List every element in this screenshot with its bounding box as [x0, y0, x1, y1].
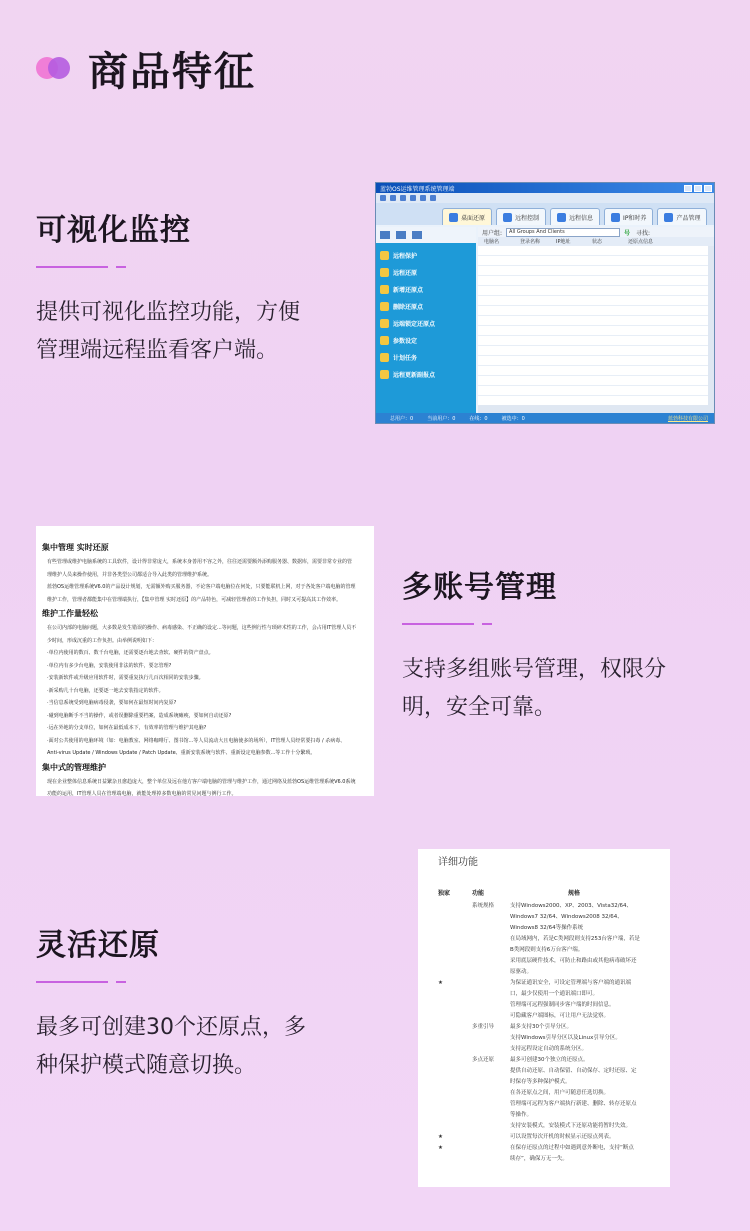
menu-icon: [380, 285, 389, 294]
app-toolbar: [376, 193, 714, 203]
bubble-icon: [36, 53, 76, 83]
scrollbar: [708, 246, 714, 405]
client-list-panel: [478, 227, 714, 413]
table-cell: 续存”，确保万无一失。: [510, 1156, 568, 1162]
table-cell: 支持远程设定自动的系统分区。: [510, 1046, 588, 1052]
app-tabs: [376, 203, 714, 225]
doc-line: ·新采购几十台电脑，还要逐一地去安装指定的软件。: [47, 687, 164, 694]
doc-line: ·当信息系统受到电脑病毒侵袭，要如何在最短时间内复原?: [47, 700, 177, 706]
table-row: [438, 1077, 658, 1088]
description-line: 种保护模式随意切换。: [36, 1053, 257, 1078]
table-cell: [438, 1044, 458, 1055]
group-filter: 用户组: All Groups And Clients 号 寻找:: [478, 227, 714, 237]
tool-icon: [390, 195, 396, 201]
table-cell: [458, 989, 510, 1000]
table-row: [438, 1099, 658, 1110]
table-cell: ★: [438, 980, 443, 986]
table-cell: 可以设置每次开机的时候显示还原点列表。: [510, 1134, 615, 1140]
table-cell: 等操作。: [510, 1112, 533, 1118]
table-cell: [458, 967, 510, 978]
table-cell: [438, 923, 458, 934]
table-cell: [438, 1022, 458, 1033]
table-cell: 在各还原点之间，用户可随意任选切换。: [510, 1090, 610, 1096]
filter-icon: [396, 231, 406, 239]
scrollbar: [478, 405, 714, 413]
table-cell: 系统规格: [472, 903, 495, 909]
table-cell: [458, 1000, 510, 1011]
doc-line: ·碰到电脑断手不当的操作，或者误删除重要档案，造成系统瘫痪，要如何自动还原?: [47, 712, 232, 719]
table-cell: 可隐藏客户端图标，可让用户无法觉察。: [510, 1013, 610, 1019]
table-cell: [458, 1110, 510, 1121]
table-cell: [438, 912, 458, 923]
table-cell: [438, 1099, 458, 1110]
feature-description: [36, 1009, 366, 1085]
app-sidebar: [376, 227, 476, 413]
doc-heading: 维护工作量轻松: [42, 609, 98, 618]
tab-ip-time: IP和时养: [604, 208, 653, 225]
table-row: [438, 923, 658, 934]
table-cell: 采用底层硬件技术，可防止和路由或其他病毒破坏还: [510, 958, 637, 964]
table-cell: [458, 912, 510, 923]
table-cell: 口，最少仅使用一个通讯端口即可。: [510, 991, 599, 997]
table-rows: [478, 246, 708, 405]
table-cell: [438, 1066, 458, 1077]
table-row: [438, 978, 658, 989]
table-cell: [438, 1088, 458, 1099]
sidebar-item: 远程更新副报点: [380, 366, 476, 383]
menu-icon: [380, 353, 389, 362]
table-row: [438, 956, 658, 967]
restore-icon: [449, 213, 458, 222]
tool-icon: [380, 195, 386, 201]
feature-title: 灵活还原: [36, 928, 160, 963]
app-titlebar: [376, 183, 714, 193]
group-select: All Groups And Clients: [506, 228, 620, 237]
description-line: 明，安全可靠。: [402, 695, 557, 720]
table-cell: 支持安装模式，安装模式下还原功能将暂时失效。: [510, 1123, 632, 1129]
doc-heading: 集中管理 实时还原: [42, 543, 109, 552]
table-cell: [438, 1033, 458, 1044]
table-cell: [458, 1154, 510, 1165]
spec-screenshot: [418, 849, 670, 1187]
table-cell: 最多支持30个引导分区。: [510, 1024, 572, 1030]
doc-line: ·远在外地的分支单位，如何在最低成本下，有效率的管理与维护其电脑?: [47, 725, 207, 731]
control-icon: [503, 213, 512, 222]
refresh-icon: [412, 231, 422, 239]
table-row: [438, 1000, 658, 1011]
doc-line: 少时间，形成沉重的工作负担。由举例说明如下：: [47, 637, 158, 644]
table-cell: 原驱动。: [510, 969, 533, 975]
feature-multi-account: [402, 562, 722, 727]
table-cell: 提供自动还原、自动保留、自动保存、定时还原、定: [510, 1068, 637, 1074]
sidebar-toolbar: [376, 227, 476, 243]
menu-icon: [380, 370, 389, 379]
tab-product-manage: 产品管理: [657, 208, 707, 225]
info-icon: [557, 213, 566, 222]
table-row: [438, 1033, 658, 1044]
doc-line: 有些管理或维护电脑系统的工具软件，设计得非常庞大，系统本身善用不容之外，往往还需要额外添购服务器、数据库，需要非常专业的管: [47, 559, 353, 565]
table-cell: ★: [438, 1145, 443, 1151]
table-cell: [458, 923, 510, 934]
tool-icon: [420, 195, 426, 201]
table-cell: [458, 1143, 510, 1154]
table-row: [438, 934, 658, 945]
table-cell: B类网段则支持6万台客户端。: [510, 947, 584, 953]
table-cell: [438, 1055, 458, 1066]
table-cell: [458, 956, 510, 967]
sidebar-item: 计划任务: [380, 349, 476, 366]
sidebar-item: 远端锁定还原点: [380, 315, 476, 332]
doc-line: ·安装新软件或升级应用软件时，需要重复执行几百次相同的安装步骤。: [47, 675, 204, 681]
tool-icon: [410, 195, 416, 201]
table-cell: [458, 1066, 510, 1077]
minimize-icon: [684, 185, 692, 192]
table-cell: [458, 1121, 510, 1132]
title-underline: [402, 622, 722, 625]
table-cell: [438, 956, 458, 967]
table-row: [438, 1088, 658, 1099]
table-cell: [458, 1033, 510, 1044]
doc-line: ·单位内使用的数百、数千台电脑，还需要逐台地去查软、硬件的资产盘点。: [47, 650, 214, 656]
title-underline: [36, 980, 366, 983]
doc-line: 功能的运用，IT管理人员在管理端电脑，就能处理掉多数电脑的常见问题与例行工作。: [47, 791, 237, 796]
doc-line: 在公司内部的电脑问题，大多数是发生错误的操作、病毒感染、不正确的设定...等问题，这些例行性与琐碎术性的工作，会占用IT管理人员不: [47, 625, 357, 631]
menu-icon: [380, 268, 389, 277]
table-cell: [458, 1132, 510, 1143]
tool-icon: [400, 195, 406, 201]
table-cell: [438, 1154, 458, 1165]
table-row: [438, 1121, 658, 1132]
table-cell: 时保存等多种保护模式。: [510, 1079, 571, 1085]
table-row: [438, 1132, 658, 1143]
table-cell: 最多可创建30个独立的还原点。: [510, 1057, 589, 1063]
title-underline: [36, 265, 356, 268]
app-screenshot: [375, 182, 715, 424]
menu-icon: [380, 251, 389, 260]
table-row: [438, 1110, 658, 1121]
spec-header: 独家 功能 规格: [438, 890, 581, 897]
sidebar-item: 远程保护: [380, 247, 476, 264]
description-line: 最多可创建30个还原点，多: [36, 1015, 306, 1040]
sidebar-item: 参数设定: [380, 332, 476, 349]
ip-icon: [611, 213, 620, 222]
feature-title: 多账号管理: [402, 570, 557, 605]
feature-flexible-restore: [36, 920, 366, 1085]
table-cell: [438, 1077, 458, 1088]
sidebar-item: 远程还原: [380, 264, 476, 281]
sidebar-menu: [376, 243, 476, 383]
product-icon: [664, 213, 673, 222]
table-cell: [438, 1110, 458, 1121]
table-cell: [458, 1044, 510, 1055]
feature-title: 可视化监控: [36, 213, 191, 248]
page-title: 商品特征: [88, 48, 256, 95]
doc-line: ·面对公共使用的电脑环境（如：电脑教室、网络咖啡厅、图书馆...等人员流动大且电脑使多的场所），IT管理人员经常要扫毒 / 杀病毒、: [47, 737, 346, 744]
table-row: [438, 1022, 658, 1033]
page-header: [36, 40, 256, 96]
table-cell: 管理端可远程为客户端执行新建、删除、转存还原点: [510, 1101, 637, 1107]
feature-visual-monitor: [36, 205, 356, 370]
table-cell: [438, 901, 458, 912]
document-screenshot: [36, 526, 374, 796]
sidebar-item: 删除还原点: [380, 298, 476, 315]
description-line: 管理端远程监看客户端。: [36, 338, 279, 363]
table-cell: [438, 945, 458, 956]
tool-icon: [430, 195, 436, 201]
table-cell: [438, 1121, 458, 1132]
menu-icon: [380, 319, 389, 328]
table-cell: [458, 934, 510, 945]
maximize-icon: [694, 185, 702, 192]
table-cell: 支持Windows2000、XP、2003、Vista32/64、: [510, 903, 633, 909]
table-cell: [458, 1011, 510, 1022]
doc-line: 蓝勃OS运维管理系统V6.0的产品设计规划，无需额外购买服务器，不论客户端电脑位在何处，只要能联机上网，对于各处客户端电脑的管理: [47, 584, 356, 590]
doc-line: 现在企业整体信息系统日益繁杂且愈趋庞大，整个单位及远在他方客户端电脑的管理与维护工作，通过网络及蓝勃OS运维管理系统V6.0系统: [47, 778, 356, 785]
feature-description: [402, 651, 722, 727]
menu-icon: [380, 336, 389, 345]
table-row: [438, 901, 658, 912]
table-cell: [458, 978, 510, 989]
doc-line: ·单位内有多少台电脑，安装使用非法的软件，要怎管理?: [47, 662, 172, 669]
tab-desktop-restore: 桌面还原: [442, 208, 492, 225]
menu-icon: [380, 302, 389, 311]
doc-line: 理维护人员来操作使用，并非各类型公司都适合导入此类的管理维护系统。: [47, 571, 213, 578]
spec-rows: [438, 901, 658, 1165]
table-cell: 为保证通讯安全，可设定管理端与客户端的通讯端: [510, 980, 632, 986]
table-row: [438, 989, 658, 1000]
table-cell: 多点还原: [472, 1057, 495, 1063]
table-cell: 管理端可远程强制同步客户端的时间信息。: [510, 1002, 615, 1008]
sidebar-item: 新增还原点: [380, 281, 476, 298]
app-title: 蓝勃OS运维管理系统管理端: [380, 185, 455, 193]
status-bar: 总用户：0 当前用户：0 在线：0 被选中：0 蓝勃科技有限公司: [376, 413, 714, 423]
table-cell: 在保存还原点的过程中如遇到意外断电，支持“断点: [510, 1145, 634, 1151]
table-row: [438, 967, 658, 978]
table-cell: [438, 934, 458, 945]
table-cell: [438, 1000, 458, 1011]
table-cell: [458, 945, 510, 956]
table-row: [438, 1055, 658, 1066]
table-cell: 在局域网内，若是C类网段则支持253台客户端，若是: [510, 936, 640, 942]
doc-line: Anti-virus Update / Windows Update / Patch Update、重新安装系统与软件、重新设定电脑参数...等工作十分繁琐。: [47, 750, 316, 756]
table-row: [438, 1066, 658, 1077]
table-cell: 多重引导: [472, 1024, 495, 1030]
description-line: 提供可视化监控功能，方便: [36, 300, 301, 325]
table-cell: [438, 989, 458, 1000]
table-cell: [458, 1077, 510, 1088]
table-cell: 支持Windows引导分区以及Linux引导分区。: [510, 1035, 621, 1041]
table-cell: Windows8 32/64等操作系统: [510, 925, 584, 931]
table-row: [438, 1011, 658, 1022]
window-controls: [684, 185, 714, 192]
view-icon: [380, 231, 390, 239]
table-row: [438, 912, 658, 923]
close-icon: [704, 185, 712, 192]
feature-description: [36, 294, 356, 370]
tab-remote-info: 远程信息: [550, 208, 600, 225]
doc-heading: 集中式的管理维护: [42, 762, 106, 772]
table-cell: Windows7 32/64、Windows2008 32/64、: [510, 914, 623, 920]
table-cell: [458, 1088, 510, 1099]
doc-line: 维护工作，管理者都能集中在管理端执行，【集中管理 实时还原】的产品特色，可减轻管理者的工作负担，同时又可提高其工作效率。: [47, 596, 342, 603]
table-row: [438, 945, 658, 956]
table-row: [438, 1143, 658, 1154]
description-line: 支持多组账号管理，权限分: [402, 657, 667, 682]
table-cell: [438, 967, 458, 978]
tab-remote-control: 远程控制: [496, 208, 546, 225]
table-cell: [438, 1011, 458, 1022]
table-header: 电脑名 登录名称 IP地址 状态 还原点信息: [478, 237, 714, 247]
table-cell: ★: [438, 1134, 443, 1140]
table-cell: [458, 1099, 510, 1110]
spec-title: 详细功能: [438, 857, 478, 868]
table-row: [438, 1044, 658, 1055]
table-row: [438, 1154, 658, 1165]
